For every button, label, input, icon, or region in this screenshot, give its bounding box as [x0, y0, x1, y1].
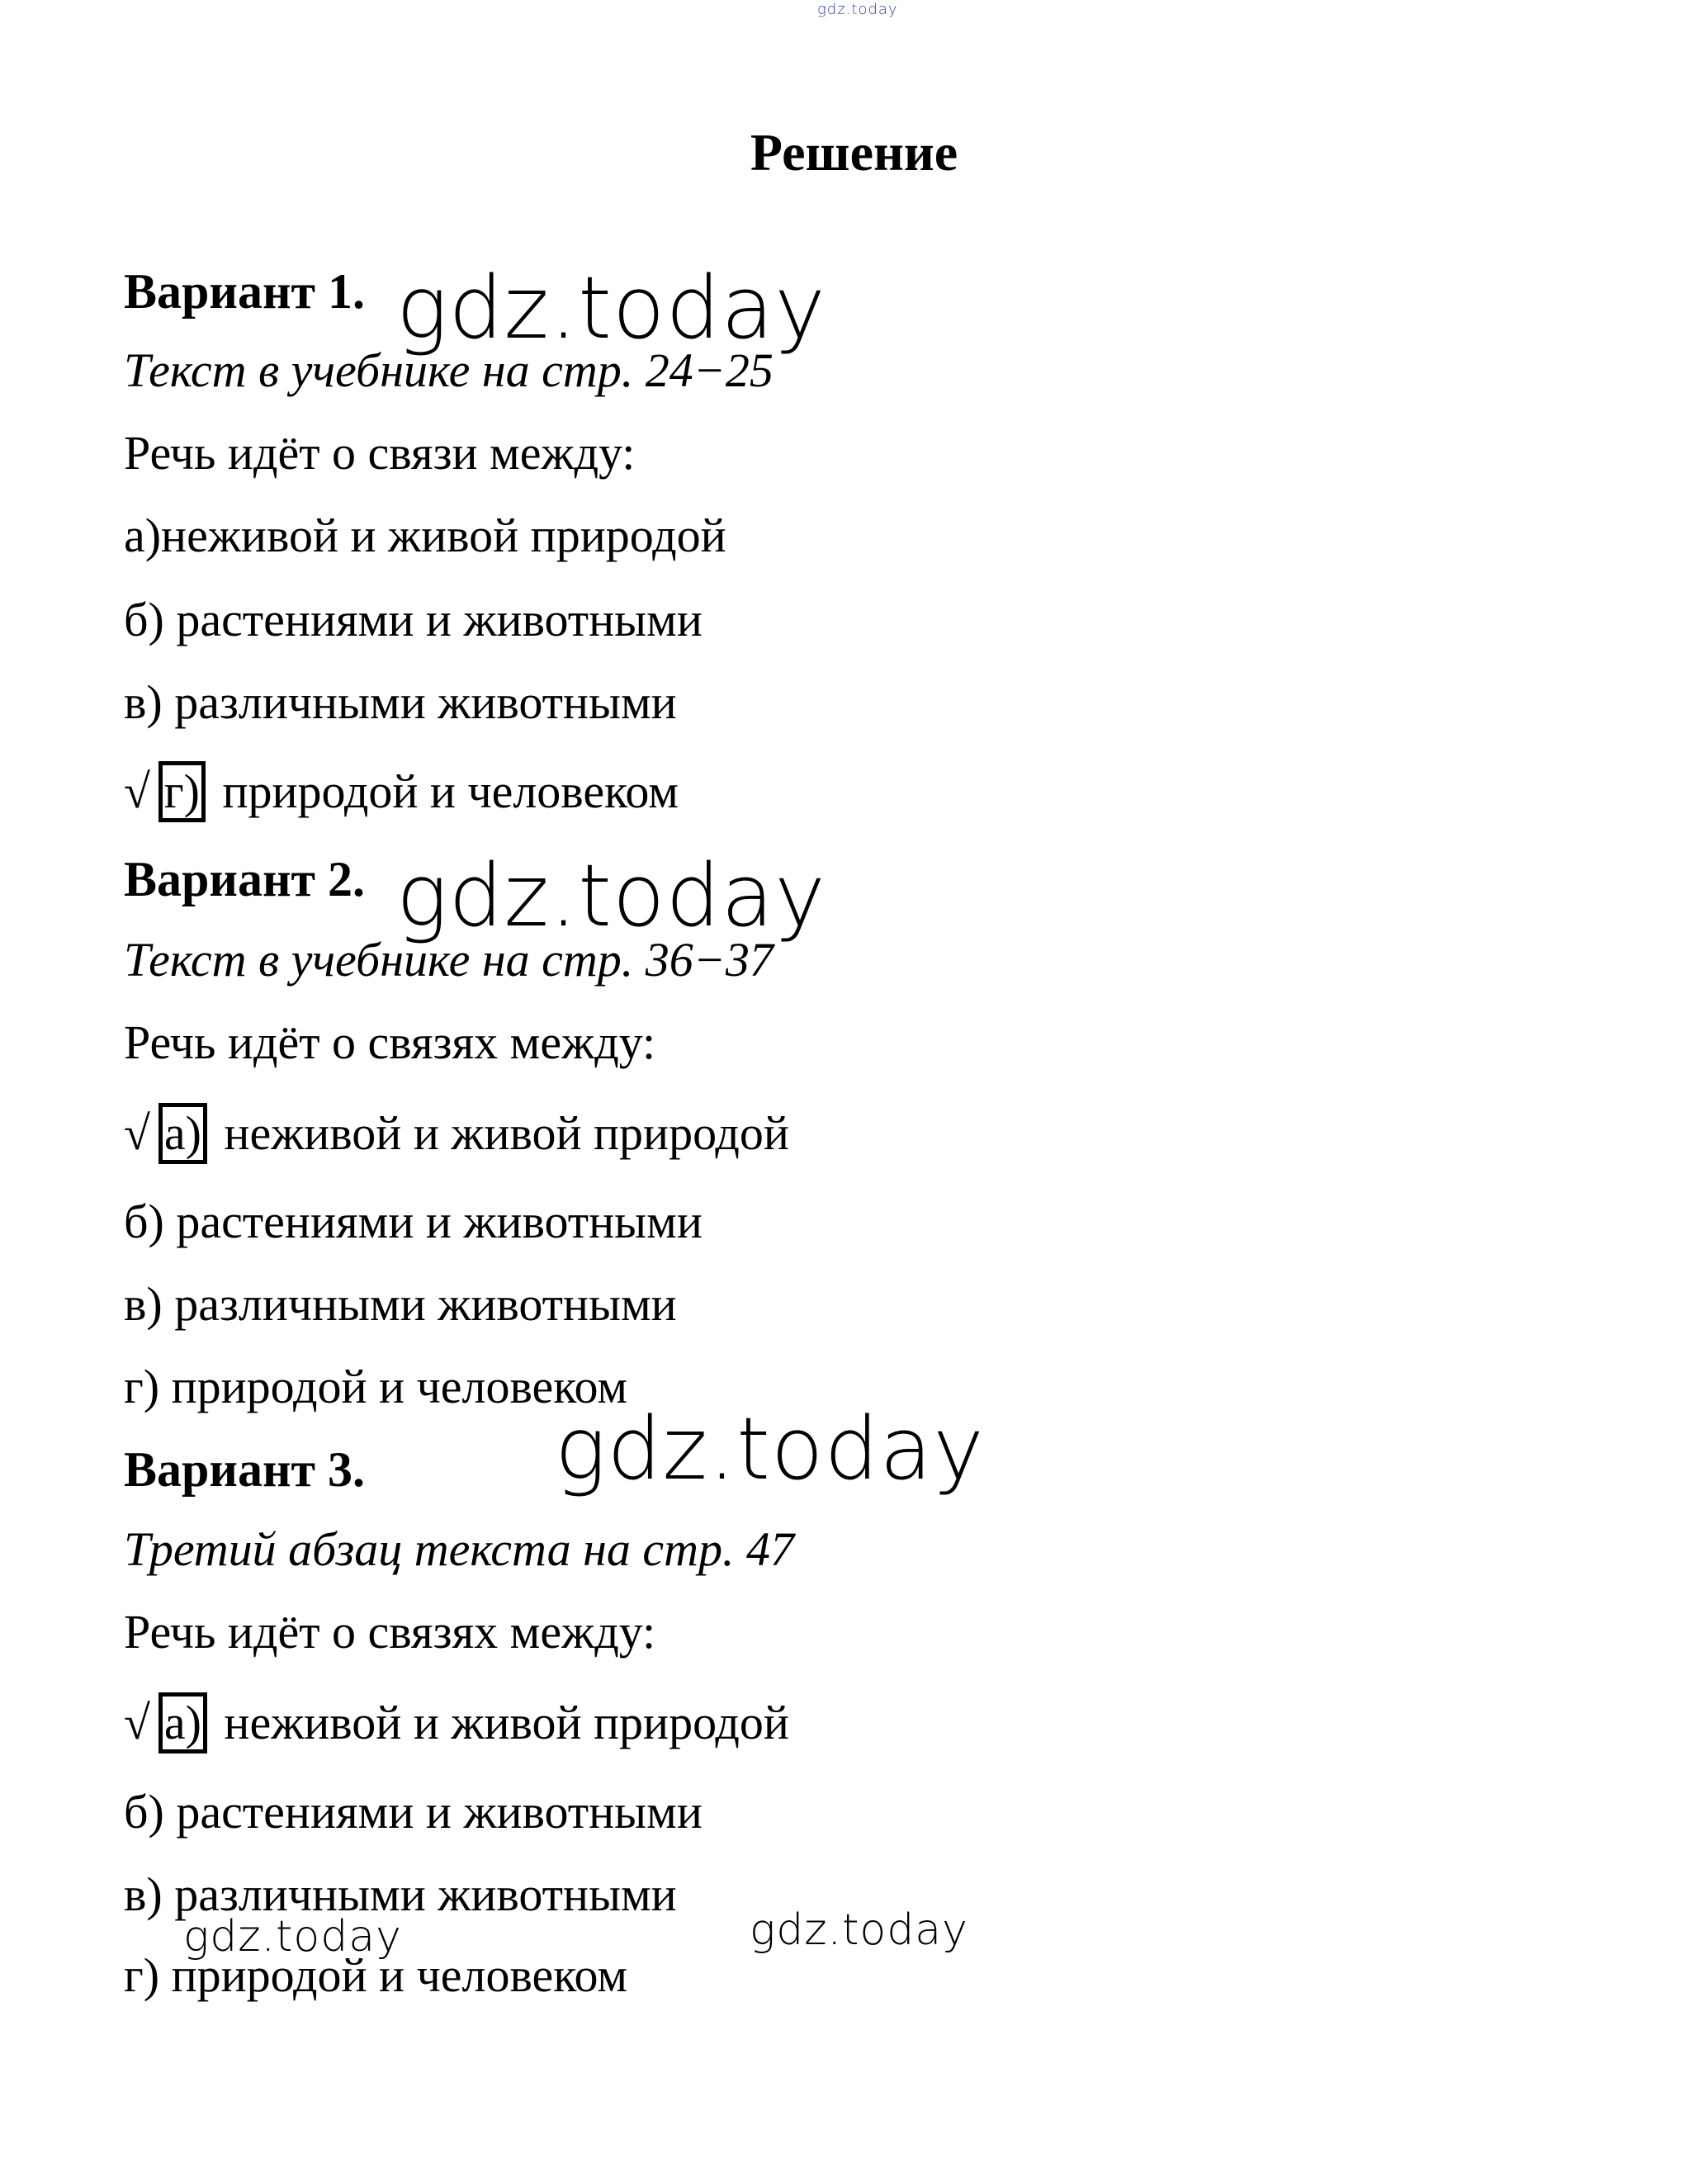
checkmark-icon: √	[124, 1696, 150, 1749]
option-c: в) различными животными	[124, 1277, 677, 1331]
variant-intro: Речь идёт о связях между:	[124, 1605, 656, 1659]
boxed-answer-letter: а)	[158, 1692, 207, 1753]
watermark-header: gdz.today	[817, 1, 898, 18]
option-b: б) растениями и животными	[124, 1195, 703, 1248]
variant-intro: Речь идёт о связи между:	[124, 426, 636, 480]
variant-heading: Вариант 3.	[124, 1442, 366, 1497]
option-text: неживой и живой природой	[224, 1696, 789, 1749]
option-a-selected	[124, 1692, 789, 1753]
option-b: б) растениями и животными	[124, 1785, 703, 1839]
variant-source: Текст в учебнике на стр. 36−37	[124, 933, 774, 987]
watermark: gdz.today	[555, 1398, 985, 1499]
watermark: gdz.today	[396, 258, 826, 358]
watermark: gdz.today	[396, 845, 826, 946]
option-a-selected	[124, 1103, 789, 1164]
option-d: г) природой и человеком	[124, 1948, 628, 2002]
variant-source: Текст в учебнике на стр. 24−25	[124, 343, 774, 397]
option-text: неживой и живой природой	[224, 1106, 789, 1160]
boxed-answer-letter: г)	[158, 761, 206, 822]
page-title: Решение	[750, 123, 958, 182]
option-a: а)неживой и живой природой	[124, 509, 726, 562]
option-d: г) природой и человеком	[124, 1360, 628, 1413]
checkmark-icon: √	[124, 764, 150, 818]
option-c: в) различными животными	[124, 1867, 677, 1921]
boxed-answer-letter: а)	[158, 1103, 207, 1164]
variant-source: Третий абзац текста на стр. 47	[124, 1522, 794, 1576]
watermark: gdz.today	[183, 1912, 402, 1962]
watermark: gdz.today	[750, 1905, 968, 1955]
variant-heading: Вариант 1.	[124, 264, 366, 319]
option-c: в) различными животными	[124, 675, 677, 729]
checkmark-icon: √	[124, 1106, 150, 1160]
option-text: природой и человеком	[222, 764, 679, 818]
variant-intro: Речь идёт о связях между:	[124, 1015, 656, 1069]
option-b: б) растениями и животными	[124, 593, 703, 646]
variant-heading: Вариант 2.	[124, 852, 366, 906]
option-d-selected	[124, 761, 679, 822]
